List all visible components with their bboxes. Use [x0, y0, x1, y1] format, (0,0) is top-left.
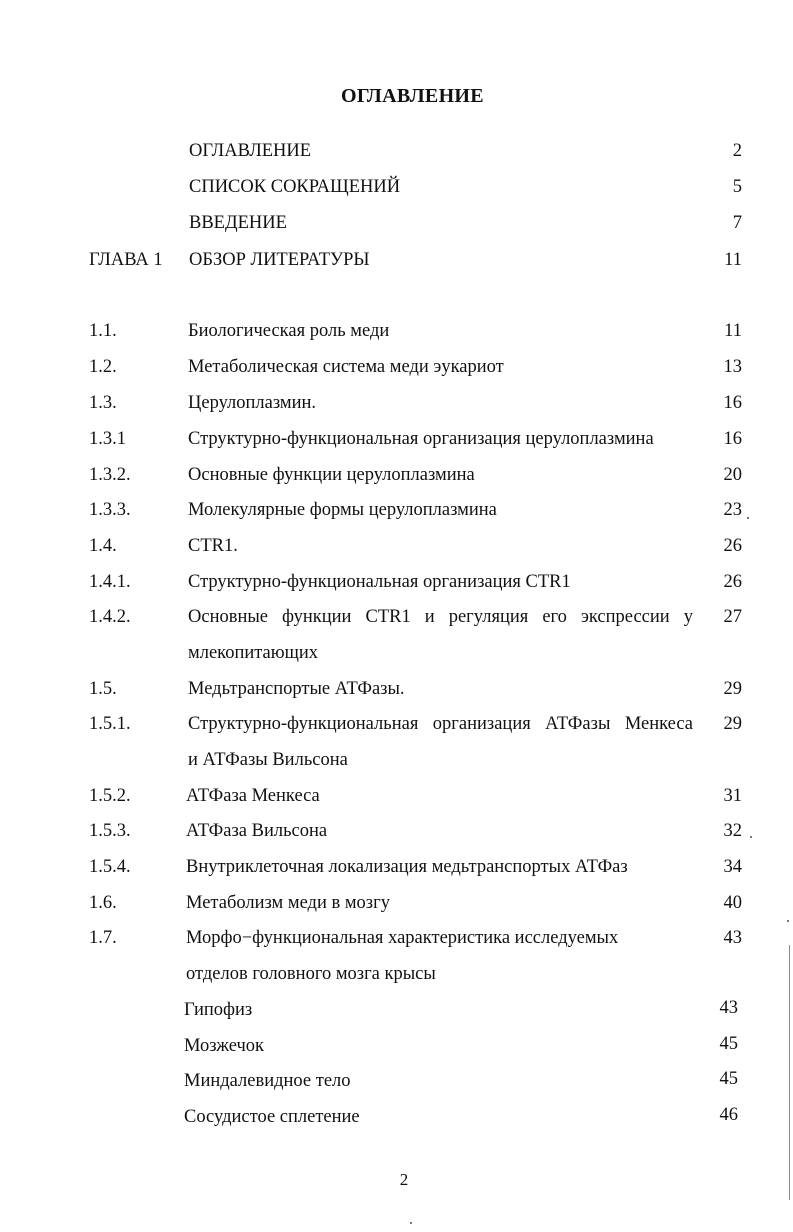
entry-number: 1.5.2.: [89, 786, 131, 806]
entry-text: Биологическая роль меди: [188, 321, 390, 341]
entry-number: 1.4.2.: [89, 607, 131, 627]
scan-speck: [747, 517, 749, 519]
entry-number: 1.5.: [89, 679, 117, 699]
entry-text: АТФаза Менкеса: [186, 786, 320, 806]
entry-text: CTR1.: [188, 536, 238, 556]
entry-number: 1.7.: [89, 928, 117, 948]
entry-page: 32: [723, 821, 742, 841]
entry-text: Основные функции CTR1 и регуляция его экспрессии у: [188, 607, 693, 627]
entry-text: Молекулярные формы церулоплазмина: [188, 500, 497, 520]
page-number: 2: [399, 1170, 409, 1189]
entry-number: 1.5.4.: [89, 857, 131, 877]
chapter-title: ОБЗОР ЛИТЕРАТУРЫ: [189, 250, 370, 270]
entry-text: Структурно-функциональная организация АТФазы Менкеса: [188, 714, 693, 734]
subsection-page: 43: [719, 998, 738, 1018]
toc-entry-page: 2: [732, 141, 742, 161]
scan-edge-line: [789, 945, 790, 1200]
entry-page: 43: [723, 928, 742, 948]
subsection-text: Мозжечок: [184, 1036, 265, 1056]
entry-page: 16: [723, 429, 742, 449]
subsection-page: 45: [719, 1069, 738, 1089]
entry-page: 29: [723, 714, 742, 734]
entry-number: 1.3.: [89, 393, 117, 413]
entry-page: 16: [723, 393, 742, 413]
entry-number: 1.6.: [89, 893, 117, 913]
entry-page: 13: [723, 357, 742, 377]
chapter-label: ГЛАВА 1: [89, 250, 163, 270]
entry-text: Основные функции церулоплазмина: [188, 465, 475, 485]
toc-entry-page: 7: [732, 213, 742, 233]
entry-number: 1.5.3.: [89, 821, 131, 841]
entry-page: 11: [724, 321, 742, 341]
entry-text: Структурно-функциональная организация CTR1: [188, 572, 571, 592]
entry-text: Церулоплазмин.: [188, 393, 317, 413]
toc-entry-text: ВВЕДЕНИЕ: [189, 213, 287, 233]
page-title: ОГЛАВЛЕНИЕ: [341, 85, 484, 107]
subsection-text: Миндалевидное тело: [184, 1071, 351, 1091]
entry-page: 26: [723, 572, 742, 592]
entry-number: 1.4.1.: [89, 572, 131, 592]
scan-speck: [787, 920, 789, 922]
toc-entry-text: СПИСОК СОКРАЩЕНИЙ: [189, 177, 401, 197]
entry-text: Метаболическая система меди эукариот: [188, 357, 504, 377]
entry-text: Внутриклеточная локализация медьтранспортых АТФаз: [186, 857, 628, 877]
subsection-page: 45: [719, 1034, 738, 1054]
entry-text: Структурно-функциональная организация церулоплазмина: [188, 429, 654, 449]
entry-number: 1.4.: [89, 536, 117, 556]
subsection-page: 46: [719, 1105, 738, 1125]
chapter-page: 11: [724, 250, 742, 270]
entry-page: 31: [723, 786, 742, 806]
entry-text-continued: отделов головного мозга крысы: [186, 964, 436, 984]
entry-number: 1.3.1: [89, 429, 126, 449]
entry-page: 23: [723, 500, 742, 520]
entry-number: 1.2.: [89, 357, 117, 377]
entry-text: Медьтранспортые АТФазы.: [188, 679, 405, 699]
entry-page: 29: [723, 679, 742, 699]
entry-page: 34: [723, 857, 742, 877]
entry-number: 1.3.2.: [89, 465, 131, 485]
entry-text-continued: и АТФазы Вильсона: [188, 750, 348, 770]
toc-entry-page: 5: [732, 177, 742, 197]
entry-number: 1.1.: [89, 321, 117, 341]
entry-page: 26: [723, 536, 742, 556]
subsection-text: Сосудистое сплетение: [184, 1107, 360, 1127]
entry-number: 1.5.1.: [89, 714, 131, 734]
entry-text: Морфо−функциональная характеристика исследуемых: [186, 928, 619, 948]
entry-text: АТФаза Вильсона: [186, 821, 328, 841]
subsection-text: Гипофиз: [184, 1000, 253, 1020]
scan-speck: [410, 1222, 412, 1224]
scan-speck: [750, 836, 752, 838]
toc-entry-text: ОГЛАВЛЕНИЕ: [189, 141, 312, 161]
entry-text-continued: млекопитающих: [188, 643, 318, 663]
entry-text: Метаболизм меди в мозгу: [186, 893, 390, 913]
entry-page: 20: [723, 465, 742, 485]
entry-number: 1.3.3.: [89, 500, 131, 520]
entry-page: 40: [723, 893, 742, 913]
entry-page: 27: [723, 607, 742, 627]
